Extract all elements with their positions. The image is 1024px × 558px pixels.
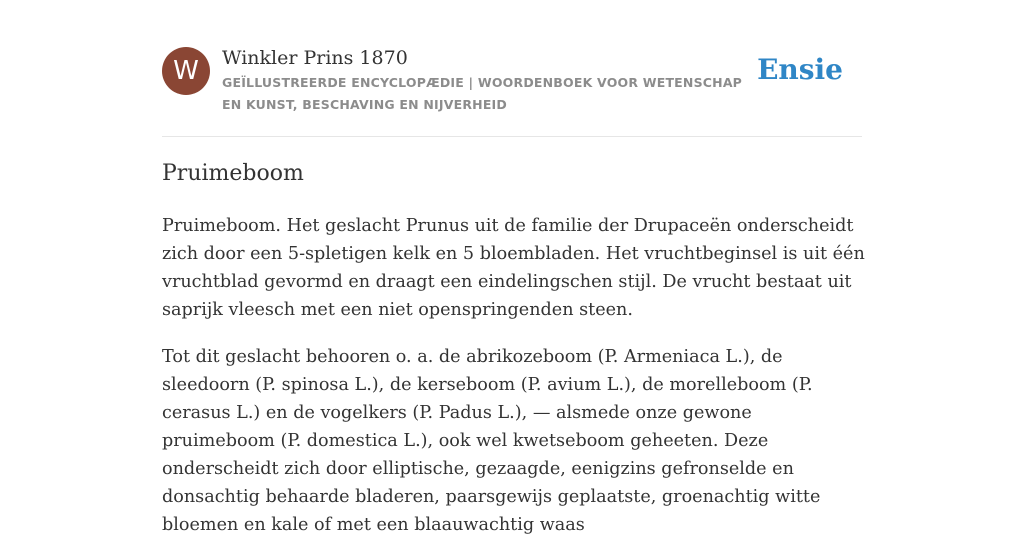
article-paragraph: Pruimeboom. Het geslacht Prunus uit de familie der Drupaceën onderscheidt zich door een 5-spletigen kelk en 5 bloembladen. Het vruchtbeginsel is uit één vruchtblad gevormd en draagt een eindelingschen stijl. De vrucht bestaat uit saprijk vleesch met een niet openspringenden steen. [162,216,865,320]
source-subtitle: GEÏLLUSTREERDE ENCYCLOPÆDIE | WOORDENBOEK VOOR WETENSCHAP EN KUNST, BESCHAVING EN NIJVERHEID [222,75,743,112]
article-paragraph: Tot dit geslacht behooren o. a. de abrikozeboom (P. Armeniaca L.), de sleedoorn (P. spinosa L.), de kerseboom (P. avium L.), de morelleboom (P. cerasus L.) en de vogelkers (P. Padus L.), — alsmede onze gewone pruimeboom (P. domestica L.), ook wel kwetseboom geheeten. Deze onderscheidt zich door elliptische, gezaagde, eenigzins gefronselde en donsachtig behaarde bladeren, paarsgewijs geplaatste, groenachtig witte bloemen en kale of met een blaauwachtig waas [162,347,821,535]
article-body [162,212,867,558]
source-header [162,0,862,137]
brand-logo[interactable]: Ensie [757,53,843,86]
source-title[interactable]: Winkler Prins 1870 [222,47,408,69]
avatar[interactable]: W [162,47,210,95]
article-page [162,0,865,535]
article-title: Pruimeboom [162,161,304,186]
